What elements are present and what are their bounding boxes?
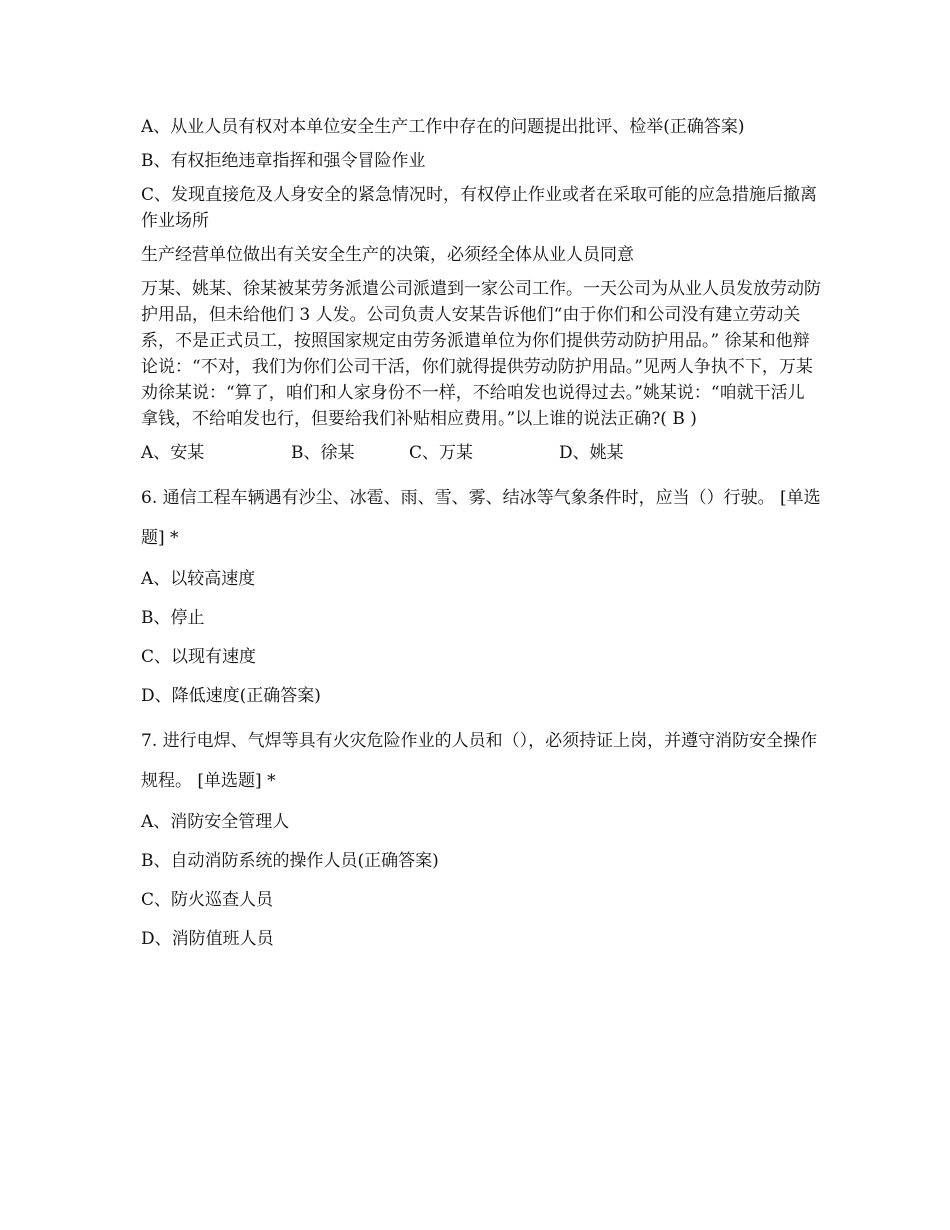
case-option-d: D、姚某 bbox=[559, 443, 624, 463]
case-option-c: C、万某 bbox=[409, 443, 474, 463]
option-b: B、有权拒绝违章指挥和强令冒险作业 bbox=[141, 151, 426, 171]
document-page bbox=[141, 114, 821, 952]
question-7-option-d: D、消防值班人员 bbox=[141, 929, 274, 949]
question-7-title: 7. 进行电焊、气焊等具有火灾危险作业的人员和（），必须持证上岗，并遵守消防安全操作规程。 [单选题] * bbox=[141, 731, 818, 791]
option-statement: 生产经营单位做出有关安全生产的决策，必须经全体从业人员同意 bbox=[141, 245, 634, 265]
question-6-option-b: B、停止 bbox=[141, 608, 205, 628]
question-6-option-d: D、降低速度(正确答案) bbox=[141, 686, 321, 706]
case-options-row bbox=[141, 440, 821, 466]
question-6-title: 6. 通信工程车辆遇有沙尘、冰雹、雨、雪、雾、结冰等气象条件时，应当（）行驶。 [单选题] * bbox=[141, 488, 821, 548]
question-7-option-a: A、消防安全管理人 bbox=[141, 812, 290, 832]
case-option-b: B、徐某 bbox=[291, 443, 355, 463]
question-7-option-b: B、自动消防系统的操作人员(正确答案) bbox=[141, 851, 439, 871]
option-c: C、发现直接危及人身安全的紧急情况时，有权停止作业或者在采取可能的应急措施后撤离作业场所 bbox=[141, 185, 818, 231]
question-6-option-c: C、以现有速度 bbox=[141, 647, 257, 667]
option-a: A、从业人员有权对本单位安全生产工作中存在的问题提出批评、检举(正确答案) bbox=[141, 117, 745, 137]
case-option-a: A、安某 bbox=[141, 443, 205, 463]
case-question-text: 万某、姚某、徐某被某劳务派遣公司派遣到一家公司工作。一天公司为从业人员发放劳动防护用品，但未给他们 3 人发。公司负责人安某告诉他们“由于你们和公司没有建立劳动关系，不是正式员工，按照国家规定由劳务派遣单位为你们提供劳动防护用品。” 徐某和他辩论说：“不对，我们为你们公司干活，你们就得提供劳动防护用品。”见两人争执不下，万某劝徐某说：“算了，咱们和人家身份不一样，不给咱发也说得过去。”姚某说：“咱就干活儿拿钱，不给咱发也行，但要给我们补贴相应费用。”以上谁的说法正确?( B ) bbox=[141, 279, 821, 429]
question-6-option-a: A、以较高速度 bbox=[141, 569, 256, 589]
question-7-option-c: C、防火巡查人员 bbox=[141, 890, 274, 910]
